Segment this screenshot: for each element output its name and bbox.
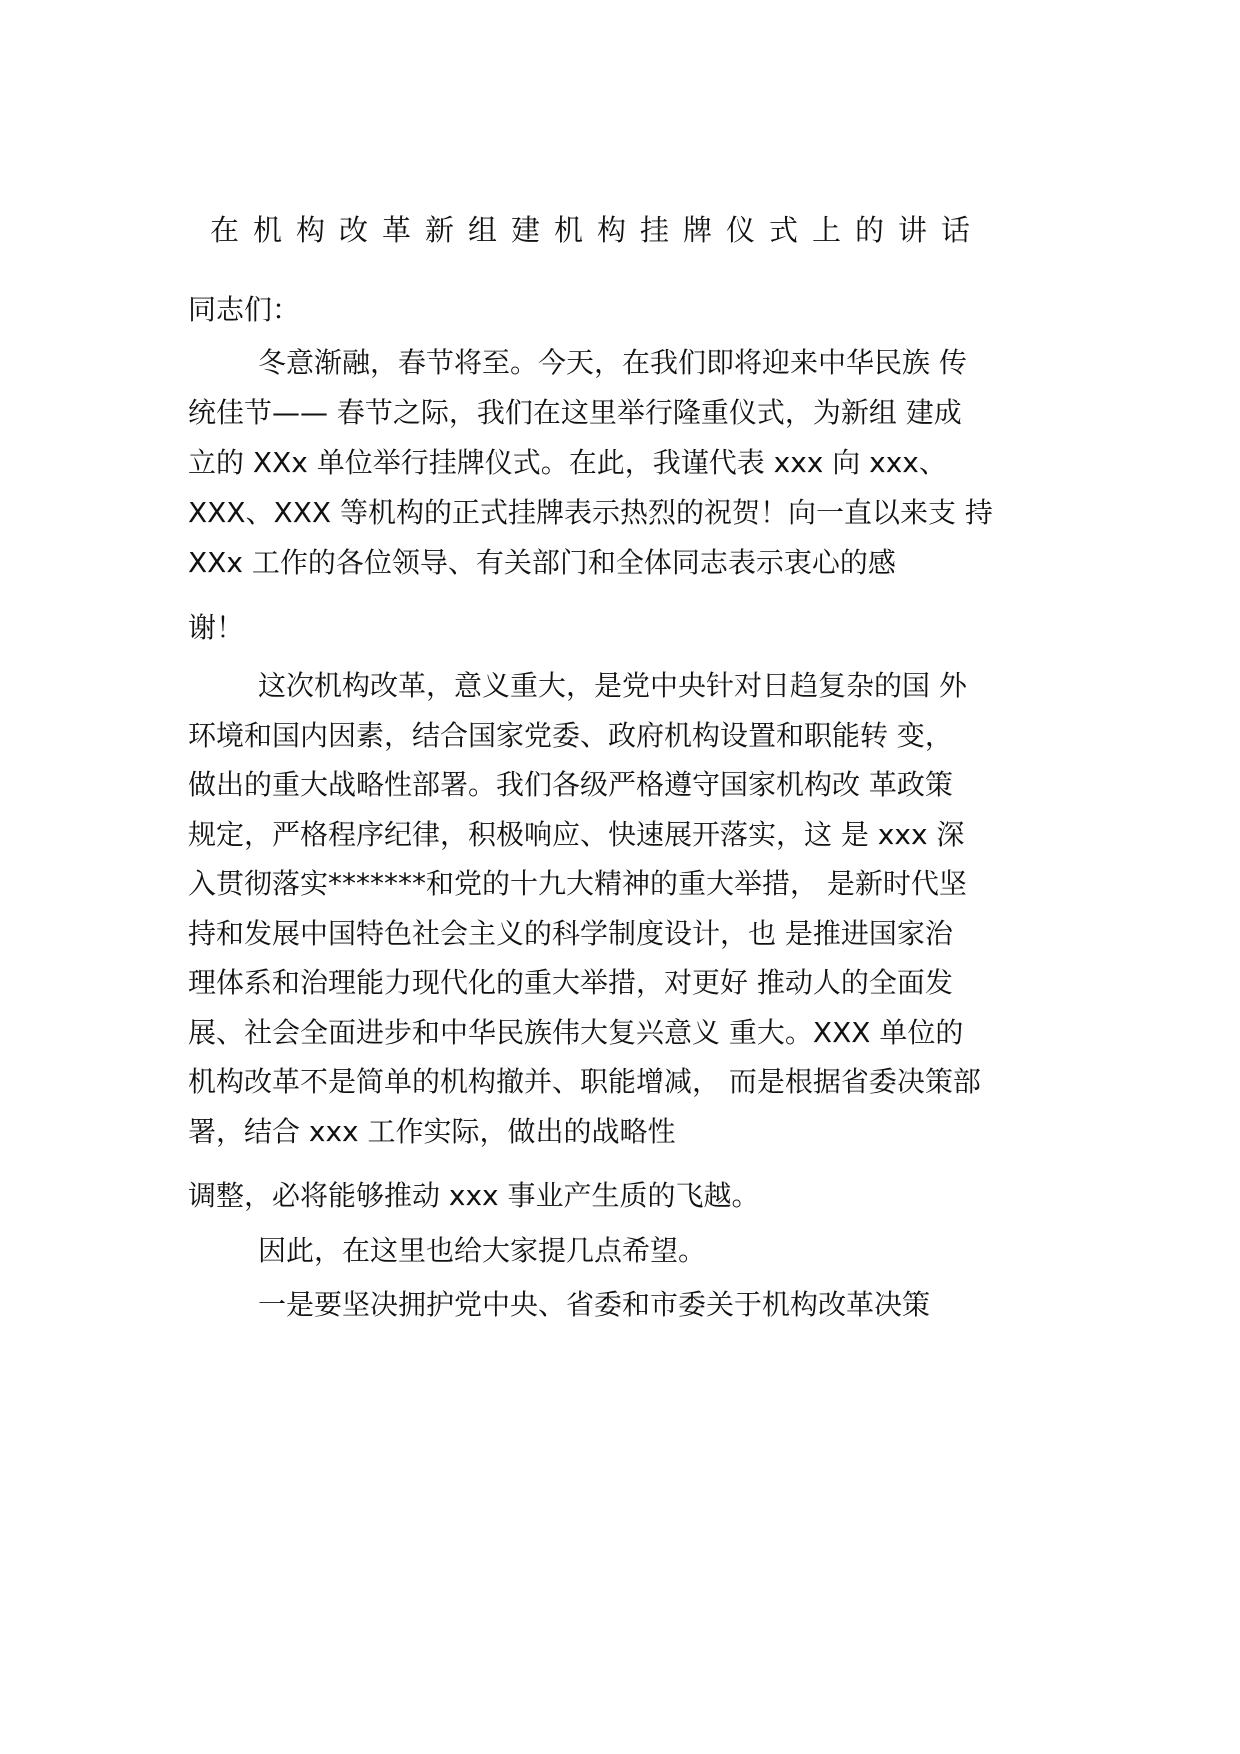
text-line: 持和发展中国特色社会主义的科学制度设计，也 是推进国家治 bbox=[188, 917, 953, 950]
text-line: 一是要坚决拥护党中央、省委和市委关于机构改革决策 bbox=[258, 1288, 931, 1321]
text-line: 统佳节—— 春节之际，我们在这里举行隆重仪式，为新组 建成 bbox=[188, 396, 962, 429]
text-line: XXX、XXX 等机构的正式挂牌表示热烈的祝贺！向一直以来支 持 bbox=[188, 496, 993, 529]
text-line: 规定，严格程序纪律，积极响应、快速展开落实，这 是 xxx 深 bbox=[188, 818, 965, 851]
text-line: 调整，必将能够推动 xxx 事业产生质的飞越。 bbox=[188, 1179, 760, 1212]
text-line: 做出的重大战略性部署。我们各级严格遵守国家机构改 革政策 bbox=[188, 768, 953, 801]
text-line: 环境和国内因素，结合国家党委、政府机构设置和职能转 变， bbox=[188, 719, 953, 752]
text-line: 理体系和治理能力现代化的重大举措，对更好 推动人的全面发 bbox=[188, 966, 953, 999]
text-line: 这次机构改革，意义重大，是党中央针对日趋复杂的国 外 bbox=[258, 669, 967, 702]
text-line: 谢！ bbox=[188, 611, 245, 644]
text-line: XXx 工作的各位领导、有关部门和全体同志表示衷心的感 bbox=[188, 546, 896, 579]
text-line: 机构改革不是简单的机构撤并、职能增减， 而是根据省委决策部 bbox=[188, 1065, 981, 1098]
text-line: 展、社会全面进步和中华民族伟大复兴意义 重大。XXX 单位的 bbox=[188, 1016, 964, 1049]
salutation: 同志们： bbox=[188, 293, 301, 326]
text-line: 冬意渐融，春节将至。今天，在我们即将迎来中华民族 传 bbox=[258, 346, 967, 379]
text-line: 署，结合 xxx 工作实际，做出的战略性 bbox=[188, 1115, 676, 1148]
text-line: 因此，在这里也给大家提几点希望。 bbox=[258, 1234, 707, 1267]
text-line: 立的 XXx 单位举行挂牌仪式。在此，我谨代表 xxx 向 xxx、 bbox=[188, 446, 947, 479]
text-line: 入贯彻落实*******和党的十九大精神的重大举措， 是新时代坚 bbox=[188, 867, 967, 900]
document-title: 在机构改革新组建机构挂牌仪式上的讲话 bbox=[210, 213, 985, 247]
